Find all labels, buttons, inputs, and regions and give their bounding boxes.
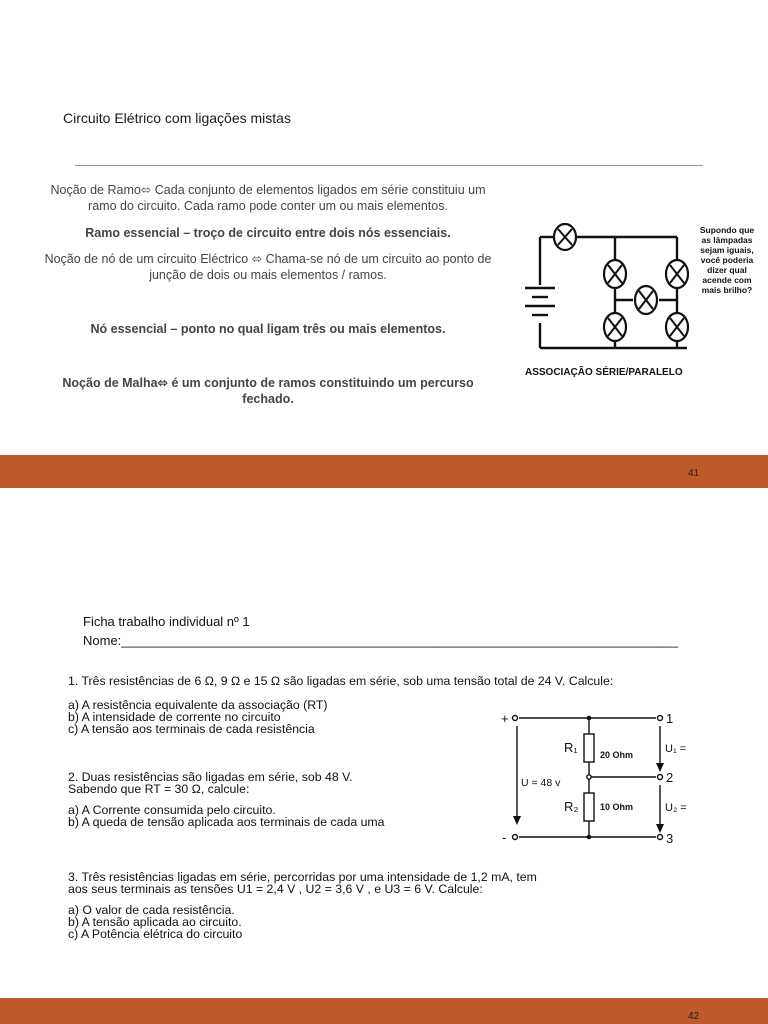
question-stem-line: 2. Duas resistências são ligadas em série, sob 48 V.	[68, 770, 353, 784]
terminal-3	[658, 835, 663, 840]
u1-label: U₁ =	[665, 743, 687, 755]
circuit-plus-label: +	[501, 711, 509, 726]
question-stem-line: Sabendo que RT = 30 Ω, calcule:	[68, 782, 250, 796]
figure-question-line: sejam iguais,	[700, 245, 754, 255]
circuit-node-label: 1	[666, 711, 674, 726]
title-divider	[75, 165, 703, 166]
figure-question-line: mais brilho?	[701, 285, 753, 295]
question-item: a) O valor de cada resistência.	[68, 903, 235, 917]
resistor-r2-value: 10 Ohm	[600, 802, 634, 812]
paragraph-ramo-essencial: Ramo essencial – troço de circuito entre dois nós essenciais.	[85, 226, 451, 240]
terminal-minus	[513, 835, 518, 840]
figure-question-line: dizer qual	[707, 265, 747, 275]
resistor-r1-label: R₁	[564, 740, 578, 755]
paragraph-ramo	[18, 182, 518, 214]
terminal-2	[658, 775, 663, 780]
figure-question-line: Supondo que	[699, 225, 755, 235]
terminal-plus	[513, 716, 518, 721]
paragraph-line: junção de dois ou mais elementos / ramos.	[149, 268, 387, 282]
paragraph-line: Noção de Ramo⬄ Cada conjunto de elementos ligados em série constituiu um	[50, 183, 486, 197]
question-3	[68, 871, 537, 940]
question-item: a) A resistência equivalente da associação (RT)	[68, 698, 328, 712]
paragraph-no-essencial: Nó essencial – ponto no qual ligam três ou mais elementos.	[90, 322, 446, 336]
page-number: 41	[688, 468, 700, 479]
paragraph-line: fechado.	[242, 392, 294, 406]
resistor-r2	[584, 793, 594, 821]
figure-caption: ASSOCIAÇÃO SÉRIE/PARALELO	[525, 367, 683, 378]
slide-footer-band	[0, 998, 768, 1024]
question-item: c) A Potência elétrica do circuito	[68, 927, 243, 941]
paragraph-line: ramo do circuito. Cada ramo pode conter um ou mais elementos.	[88, 199, 448, 213]
nome-field-line: Nome:_____________________________________________________________________________	[83, 633, 678, 648]
paragraph-line: Noção de Malha⬄ é um conjunto de ramos constituindo um percurso	[62, 376, 474, 390]
resistor-r2-label: R₂	[564, 799, 579, 814]
question-1-items	[68, 699, 328, 735]
figure-question-line: acende com	[702, 275, 752, 285]
resistor-r1	[584, 734, 594, 762]
resistor-circuit-figure	[498, 706, 718, 852]
figure-question-line: você poderia	[700, 255, 754, 265]
question-2	[68, 771, 385, 828]
question-item: a) A Corrente consumida pelo circuito.	[68, 803, 276, 817]
question-item: c) A tensão aos terminais de cada resistência	[68, 722, 315, 736]
question-stem-line: 3. Três resistências ligadas em série, percorridas por uma intensidade de 1,2 mA, tem	[68, 870, 537, 884]
circuit-node-label: 2	[666, 770, 674, 785]
paragraph-line: Noção de nó de um circuito Eléctrico ⬄ Chama-se nó de um circuito ao ponto de	[44, 252, 492, 266]
slide-title: Circuito Elétrico com ligações mistas	[63, 110, 291, 126]
circuit-node-label: 3	[666, 831, 674, 846]
paragraph-no	[18, 251, 518, 283]
figure-question-line: as lâmpadas	[701, 235, 753, 245]
ficha-title: Ficha trabalho individual nº 1	[83, 614, 250, 629]
question-1-stem: 1. Três resistências de 6 Ω, 9 Ω e 15 Ω são ligadas em série, sob uma tensão total de 24 V. Calcule:	[68, 674, 614, 688]
paragraph-malha	[18, 375, 518, 407]
question-item: b) A tensão aplicada ao circuito.	[68, 915, 242, 929]
question-item: b) A intensidade de corrente no circuito	[68, 710, 281, 724]
question-item: b) A queda de tensão aplicada aos terminais de cada uma	[68, 815, 385, 829]
circuit-minus-label: -	[502, 830, 507, 845]
u2-label: U₂ =	[665, 802, 687, 814]
lamp-circuit-figure	[515, 200, 755, 385]
slide-footer-band	[0, 455, 768, 488]
resistor-r1-value: 20 Ohm	[600, 750, 634, 760]
u-total-label: U = 48 v	[521, 777, 561, 789]
terminal-1	[658, 716, 663, 721]
page-number: 42	[688, 1011, 700, 1022]
question-stem-line: aos seus terminais as tensões U1 = 2,4 V , U2 = 3,6 V , e U3 = 6 V. Calcule:	[68, 882, 483, 896]
